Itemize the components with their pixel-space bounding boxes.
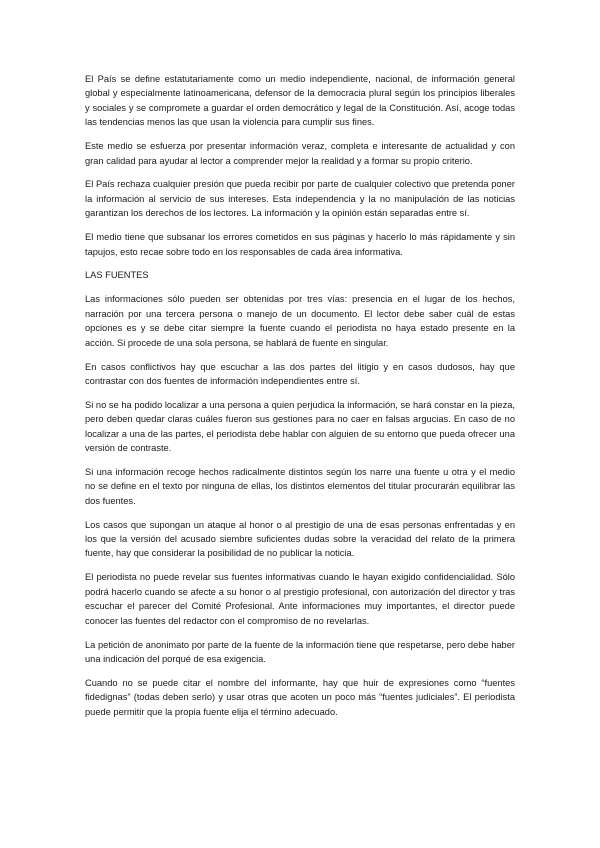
paragraph-editorial-identity: El País se define estatutariamente como un medio independiente, nacional, de información general global y especialmente latinoamericana, defensor de la democracia plural según los principios liberales y sociales y se compromete a guardar el orden democrático y legal de la Constitución. Así, acoge todas las tendencias menos las que usan la violencia para cumplir sus fines.	[85, 74, 515, 128]
paragraph-truthful-information: Este medio se esfuerza por presentar información veraz, completa e interesante de actualidad y con gran calidad para ayudar al lector a comprender mejor la realidad y a formar su propio criterio.	[85, 141, 515, 166]
paragraph-contradictory-sources: Si una información recoge hechos radicalmente distintos según los narre una fuente u otra y el medio no se define en el texto por ninguna de ellas, los distintos elementos del titular procurarán equilibrar las dos fuentes.	[85, 466, 515, 506]
paragraph-independence: El País rechaza cualquier presión que pueda recibir por parte de cualquier colectivo que pretenda poner la información al servicio de sus intereses. Esta independencia y la no manipulación de las noticias garantizan los derechos de los lectores. La información y la opinión están separadas entre sí.	[85, 179, 515, 219]
paragraph-informant-naming: Cuando no se puede citar el nombre del informante, hay que huir de expresiones como “fuentes fidedignas” (todas deben serlo) y usar otras que acoten un poco más “fuentes judiciales”. El periodista puede permitir que la propia fuente elija el término adecuado.	[85, 677, 515, 717]
paragraph-anonymity: La petición de anonimato por parte de la fuente de la información tiene que respetarse, pero debe haber una indicación del porqué de esa exigencia.	[85, 639, 515, 664]
paragraph-confidentiality: El periodista no puede revelar sus fuentes informativas cuando le hayan exigido confidencialidad. Sólo podrá hacerlo cuando se afecte a su honor o al prestigio profesional, con autorización del director y tras escuchar el parecer del Comité Profesional. Ante informaciones muy importantes, el director puede conocer las fuentes del redactor con el compromiso de no revelarlas.	[85, 572, 515, 626]
paragraph-unlocated-person: Si no se ha podido localizar a una persona a quien perjudica la información, se hará constar en la pieza, pero deben quedar claras cuáles fueron sus gestiones para no caer en falsas argucias. En caso de no localizar a una de las partes, el periodista debe hablar con alguien de su entorno que pueda ofrecer una versión de contraste.	[85, 399, 515, 454]
section-heading: LAS FUENTES	[85, 270, 149, 281]
paragraph-source-ways: Las informaciones sólo pueden ser obtenidas por tres vías: presencia en el lugar de los hechos, narración por una tercera persona o manejo de un documento. El lector debe saber cuál de estas opciones es y se debe citar siempre la fuente cuando el periodista no haya estado presente en la acción. Si procede de una sola persona, se hablará de fuente en singular.	[85, 294, 515, 348]
document-page	[85, 72, 515, 729]
paragraph-conflict-cases: En casos conflictivos hay que escuchar a las dos partes del litigio y en casos dudosos, hay que contrastar con dos fuentes de información independientes entre sí.	[85, 361, 515, 386]
paragraph-error-correction: El medio tiene que subsanar los errores cometidos en sus páginas y hacerlo lo más rápidamente y sin tapujos, esto recae sobre todo en los responsables de cada área informativa.	[85, 232, 515, 257]
paragraph-honor-attack: Los casos que supongan un ataque al honor o al prestigio de una de esas personas enfrentadas y en los que la versión del acusado siembre suficientes dudas sobre la veracidad del relato de la primera fuente, hay que considerar la posibilidad de no publicar la noticia.	[85, 519, 515, 559]
